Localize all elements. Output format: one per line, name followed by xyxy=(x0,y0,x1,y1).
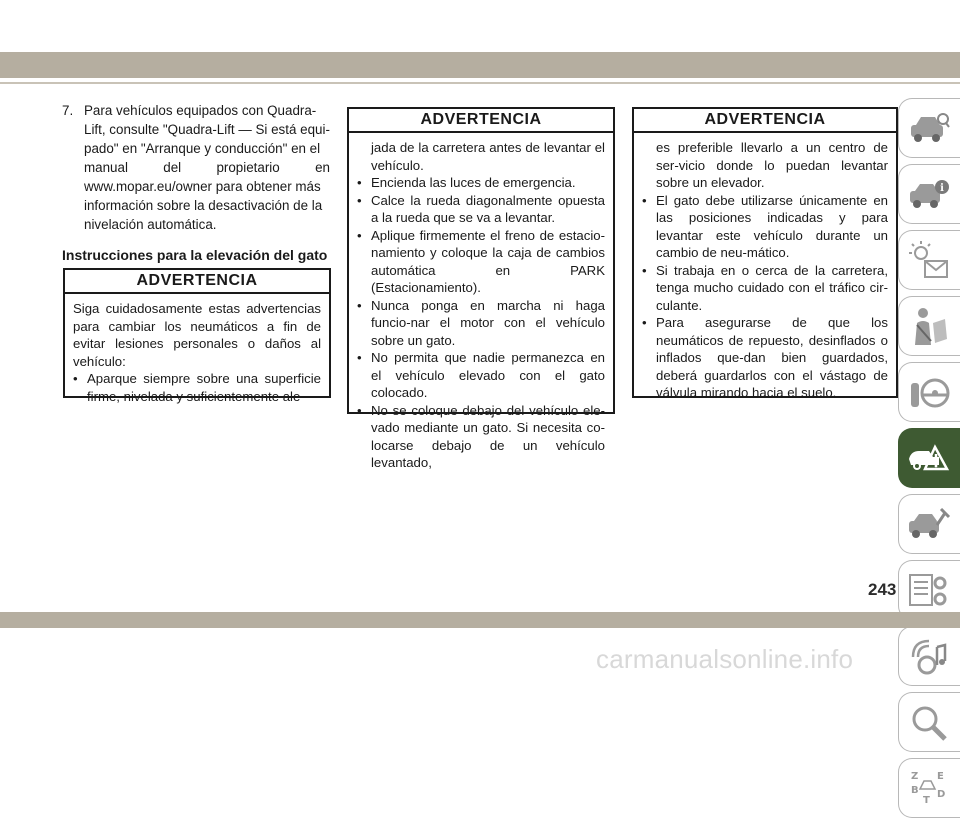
warning-bullet: • Si trabaja en o cerca de la carretera, tenga mucho cuidado con el tráfico cir-culante. xyxy=(642,262,888,313)
technical-specs-icon xyxy=(907,569,951,613)
tab-car-info[interactable] xyxy=(898,164,960,224)
left-column xyxy=(62,101,330,265)
top-header-band xyxy=(0,52,960,78)
item-line: información sobre la desactivación de la xyxy=(84,198,323,213)
bullet-icon: • xyxy=(357,402,362,418)
bullet-icon: • xyxy=(357,192,362,208)
bullet-icon: • xyxy=(357,297,362,313)
bullet-icon: • xyxy=(73,371,78,386)
warning-bullet: • Calce la rueda diagonalmente opuesta a la rueda que se va a levantar. xyxy=(357,192,605,225)
warning-title: ADVERTENCIA xyxy=(634,109,896,133)
warning-box-1 xyxy=(63,268,331,404)
service-maintenance-icon xyxy=(907,503,951,547)
warning-bullet: • No permita que nadie permanezca en el vehículo elevado con el gato colocado. xyxy=(357,350,605,400)
tab-language-index[interactable] xyxy=(898,758,960,818)
page-number: 243 xyxy=(868,580,897,599)
warning-continuation: jada de la carretera antes de levantar el vehículo. xyxy=(371,140,605,173)
warning-body xyxy=(65,294,329,409)
warning-bullet: • El gato debe utilizarse únicamente en las posiciones indicadas y para levantar este vehículo durante un cambio de neu-mático. xyxy=(642,192,888,260)
watermark[interactable]: carmanualsonline.info xyxy=(596,644,854,674)
tab-service-maintenance[interactable] xyxy=(898,494,960,554)
warning-bullet: • Encienda las luces de emergencia. xyxy=(357,175,576,190)
tab-car-overview[interactable] xyxy=(898,98,960,158)
bullet-icon: • xyxy=(357,227,362,243)
list-item-7 xyxy=(62,101,330,234)
item-line: manual del propietario en xyxy=(84,160,330,175)
svg-text:Z: Z xyxy=(911,771,919,782)
multimedia-icon xyxy=(907,635,951,679)
starting-driving-icon xyxy=(907,371,951,415)
warning-title: ADVERTENCIA xyxy=(349,109,613,133)
car-overview-icon xyxy=(907,107,951,151)
warning-body xyxy=(349,133,613,476)
bullet-icon: • xyxy=(642,262,647,278)
svg-text:i: i xyxy=(940,183,944,194)
tab-technical-specs[interactable] xyxy=(898,560,960,620)
warning-bullet: • Nunca ponga en marcha ni haga funcio-nar el motor con el vehículo sobre un gato. xyxy=(357,297,605,348)
item-number: 7. xyxy=(62,103,74,118)
item-line: Para vehículos equipados con Quadra- xyxy=(84,103,317,118)
emergency-hazard-icon xyxy=(907,437,951,481)
tab-in-case-of-emergency[interactable] xyxy=(898,428,960,488)
item-line: pado" en "Arranque y conducción" en el xyxy=(84,141,321,156)
bullet-icon: • xyxy=(642,192,647,208)
index-search-icon xyxy=(907,701,951,745)
tab-multimedia[interactable] xyxy=(898,626,960,686)
item-line: Lift, consulte "Quadra-Lift — Si está equi- xyxy=(84,122,330,137)
warning-box-3 xyxy=(632,107,898,398)
tab-safety[interactable] xyxy=(898,296,960,356)
svg-text:D: D xyxy=(937,789,946,800)
tab-index-search[interactable] xyxy=(898,692,960,752)
warning-box-2 xyxy=(347,107,615,470)
bullet-icon: • xyxy=(642,315,647,330)
item-line: www.mopar.eu/owner para obtener más xyxy=(84,179,321,194)
warning-intro: Siga cuidadosamente estas advertencias para cambiar los neumáticos a fin de evitar lesiones personales o daños al vehículo: xyxy=(73,301,321,369)
svg-text:T: T xyxy=(923,795,930,806)
warning-bullet: • Para asegurarse de que los neumáticos de repuesto, desinflados o inflados que-dan bien guardados, deberá guardarlos con el vástago de válvula mirando hacia el suelo. xyxy=(642,315,888,400)
language-index-icon xyxy=(907,767,951,811)
section-heading: Instrucciones para la elevación del gato xyxy=(62,247,328,263)
item-line: nivelación automática. xyxy=(84,217,217,232)
car-info-icon xyxy=(907,173,951,217)
warning-lights-icon xyxy=(907,239,951,283)
svg-text:E: E xyxy=(937,771,944,782)
warning-bullet: • Aplique firmemente el freno de estacio-namiento y coloque la caja de cambios automática en PARK (Estacionamiento). xyxy=(357,227,605,295)
svg-text:B: B xyxy=(911,785,919,796)
warning-title: ADVERTENCIA xyxy=(65,270,329,294)
safety-seatbelt-icon xyxy=(907,305,951,349)
warning-bullet: • Aparque siempre sobre una superficie firme, nivelada y suficientemente ale- xyxy=(73,371,321,404)
warning-continuation: es preferible llevarlo a un centro de ser-vicio donde lo puedan levantar sobre un elevador. xyxy=(656,140,888,190)
bottom-footer-band xyxy=(0,612,960,628)
tab-starting-driving[interactable] xyxy=(898,362,960,422)
warning-body xyxy=(634,133,896,406)
top-divider xyxy=(0,82,960,84)
warning-bullet: • No se coloque debajo del vehículo ele-vado mediante un gato. Si necesita co-locarse debajo de un vehículo levantado, xyxy=(357,402,605,470)
tab-warning-lights[interactable] xyxy=(898,230,960,290)
bullet-icon: • xyxy=(357,175,362,190)
bullet-icon: • xyxy=(357,350,362,365)
